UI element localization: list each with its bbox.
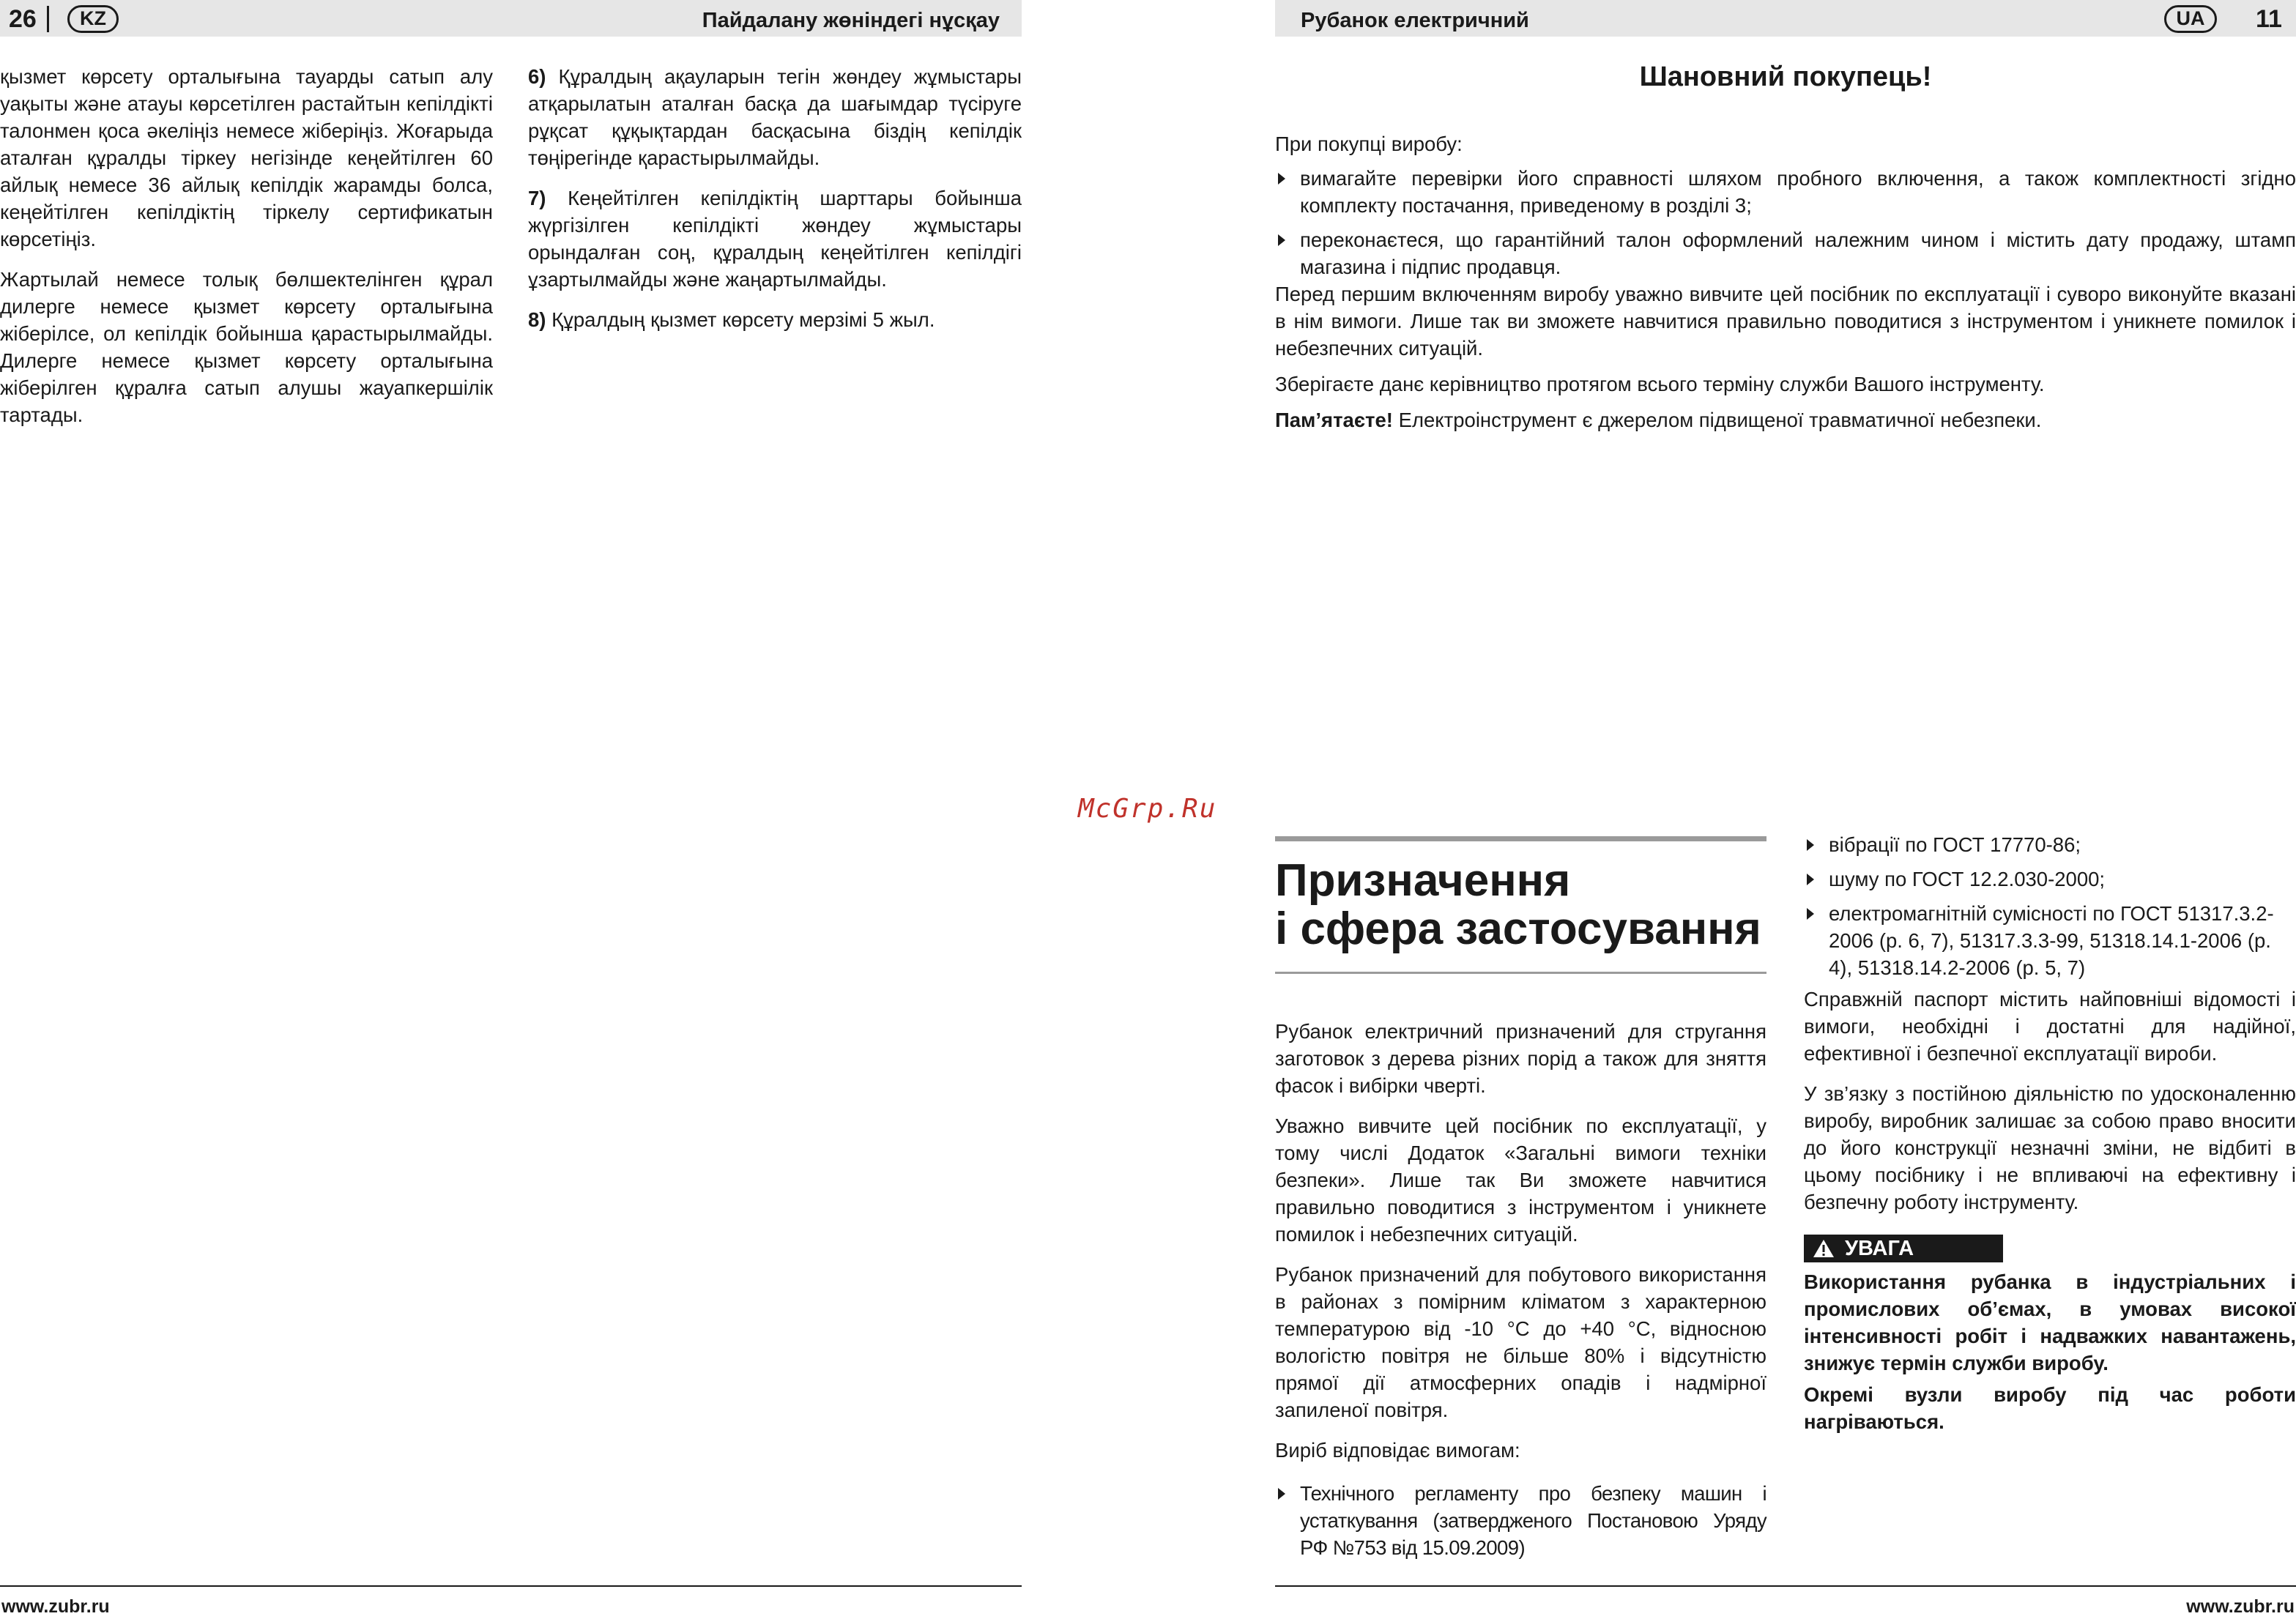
section-title [1275,857,1773,953]
bullet-arrow-icon [1278,234,1285,246]
right-footer-rule [1275,1585,2296,1587]
right-page-number: 11 [2256,5,2282,33]
left-col1-para-1: қызмет көрсету орталығына тауарды сатып алу уақыты және атауы көрсетілген растайтын кепілдікті талонмен қоса әкеліңіз немесе жіберіңіз. Жоғарыда аталған құралды тіркеу негізінде кеңейтілген 60 айлық немесе 36 айлық кепілдік жарамды болса, кеңейтілген кепілдіктің тіркелу сертификатын көрсетіңіз. [0,65,493,250]
left-col2-item-6 [528,63,1022,171]
intro-para-1: Перед першим включенням виробу уважно вивчите цей посібник по експлуатації і суворо виконуйте вказані в нім вимоги. Лише так ви зможете навчитися правильно поводитися з інструментом і уникнете помилок і небезпечних ситуацій. [1275,283,2296,360]
bullet-text: вібрації по ГОСТ 17770-86; [1829,833,2081,856]
bullet-text: Технічного регламенту про безпеку машин і устаткування (затвердженого Постановою Уряду РФ №753 від 15.09.2009) [1300,1482,1766,1559]
item-number: 6) [528,65,546,88]
intro-section [1275,130,2296,433]
left-header-title: Пайдалану жөніндегі нұсқау [702,9,1000,32]
standard-bullet-emc [1804,900,2296,981]
warning-label: УВАГА [1845,1236,1914,1260]
bullet-arrow-icon [1278,1488,1285,1500]
intro-bullet-1 [1275,165,2296,219]
bullet-text: вимагайте перевірки його справності шляхом пробного включення, а також комплектності згідно комплекту постачання, приведеному в розділі 3; [1300,167,2296,217]
bullet-text: шуму по ГОСТ 12.2.030-2000; [1829,868,2106,890]
greeting-title: Шановний покупець! [1639,62,1932,92]
item-number: 7) [528,187,546,209]
improvement-para: У зв’язку з постійною діяльністю по удосконаленню виробу, виробник залишає за собою право вносити до його конструкції незначні зміни, не відбиті в цьому посібнику і не впливаючі на ефективну і безпечну роботу інструменту. [1804,1082,2296,1213]
left-footer-url: www.zubr.ru [1,1596,110,1617]
item-text: Кеңейтілген кепілдіктің шарттары бойынша жүргізілген кепілдікті жөндеу жұмыстары орындалған соң, құралдың кеңейтілген кепілдігі ұзартылмайды және жаңартылмайды. [528,187,1022,291]
bullet-arrow-icon [1807,839,1814,851]
left-footer-rule [0,1585,1022,1587]
regulation-bullet [1275,1480,1766,1561]
right-column-2 [1804,831,2296,1435]
item-text: Құралдың ақауларын тегін жөндеу жұмыстары атқарылатын аталған басқа да шағымдар түсіруге рұқсат құқықтардан басқасына біздің кепілдік төңірегінде қарастырылмайды. [528,65,1022,169]
remember-line [1275,406,2296,433]
right-lang-badge: UA [2164,5,2217,33]
left-col1-para-2: Жартылай немесе толық бөлшектелінген құрал дилерге немесе қызмет көрсету орталығына жіберілсе, ол кепілдік бойынша қарастырылмайды. Дилерге немесе қызмет көрсету орталығына жіберілген құралға сатып алушы жауапкершілік тартады. [0,268,493,426]
bullet-arrow-icon [1807,874,1814,885]
left-lang-badge: KZ [67,5,119,33]
warning-triangle-icon [1813,1239,1835,1258]
section-top-rule [1275,836,1766,841]
passport-para: Справжній паспорт містить найповніші відомості і вимоги, необхідні і достатні для надійної, ефективної і безпечної експлуатації вироби. [1804,988,2296,1065]
bullet-text: електромагнітній сумісності по ГОСТ 51317.3.2-2006 (р. 6, 7), 51317.3.3-99, 51318.14.1-2006 (р. 4), 51318.14.2-2006 (р. 5, 7) [1829,902,2274,979]
intro-bullet-2 [1275,226,2296,280]
bullet-text: переконаєтеся, що гарантійний талон оформлений належним чином і містить дату продажу, штамп магазина і підпис продавця. [1300,228,2296,278]
left-column-1 [0,63,493,428]
left-col2-item-8 [528,306,1022,333]
section-bottom-rule [1275,972,1766,974]
left-header-separator [47,6,49,32]
study-manual-para: Уважно вивчите цей посібник по експлуатації, у тому числі Додаток «Загальні вимоги техніки безпеки». Лише так Ви зможете навчитися правильно поводитися з інструментом і уникнете помилок і небезпечних ситуацій. [1275,1114,1766,1246]
section-title-line-1: Призначення [1275,855,1571,906]
bullet-arrow-icon [1278,173,1285,185]
bullet-arrow-icon [1807,908,1814,920]
intro-para-2: Зберігаєте данє керівництво протягом всього терміну служби Вашого інструменту. [1275,373,2045,395]
left-column-2 [528,63,1022,333]
item-text: Құралдың қызмет көрсету мерзімі 5 жыл. [551,308,935,331]
right-footer-url: www.zubr.ru [2186,1596,2295,1617]
purpose-para: Рубанок електричний призначений для стругання заготовок з дерева різних порід а також для зняття фасок і вибірки чверті. [1275,1020,1766,1097]
right-header-title: Рубанок електричний [1301,9,1529,32]
intro-text: При покупці виробу: [1275,133,1463,155]
warning-banner [1804,1235,2003,1262]
remember-text: Електроінструмент є джерелом підвищеної травматичної небезпеки. [1398,409,2042,431]
left-page-number: 26 [9,5,37,33]
section-title-line-2: і сфера застосування [1275,904,1761,954]
requirements-intro: Виріб відповідає вимогам: [1275,1439,1520,1462]
watermark-text: McGrp.Ru [1078,794,1217,824]
standard-bullet-noise [1804,866,2296,893]
item-number: 8) [528,308,546,331]
warning-para-2: Окремі вузли виробу під час роботи нагріваються. [1804,1383,2296,1433]
warning-para-1: Використання рубанка в індустріальних і промислових об’ємах, в умовах високої інтенсивності робіт і надважких навантажень, знижує термін служби виробу. [1804,1270,2296,1374]
left-col2-item-7 [528,185,1022,293]
standard-bullet-vibration [1804,831,2296,858]
usage-conditions-para: Рубанок призначений для побутового використання в районах з помірним кліматом з характерною температурою від -10 °С до +40 °С, відносною вологістю повітря не більше 80% і відсутністю прямої дії атмосферних опадів і надмірної запиленої повітря. [1275,1263,1766,1421]
remember-label: Пам’ятаєте! [1275,409,1393,431]
right-column-1 [1275,1018,1766,1561]
